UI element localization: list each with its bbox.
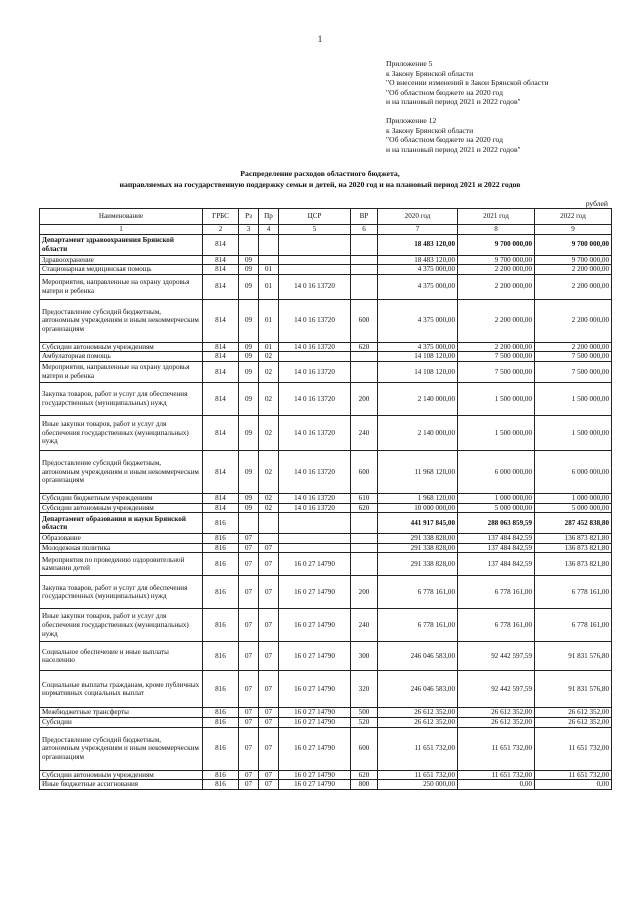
table-body <box>40 234 612 789</box>
cell-2021: 7 500 000,00 <box>458 352 535 362</box>
header-cell: 2022 год <box>535 209 612 225</box>
cell-csr: 14 0 16 13720 <box>279 503 351 513</box>
cell-vr: 600 <box>351 450 378 493</box>
cell-2022: 6 778 161,00 <box>535 609 612 642</box>
cell-rz: 09 <box>239 255 259 265</box>
table-row <box>40 513 612 534</box>
cell-pr: 07 <box>259 780 279 790</box>
cell-2021: 137 484 842,59 <box>458 553 535 576</box>
cell-2021: 137 484 842,59 <box>458 534 535 544</box>
cell-pr: 07 <box>259 609 279 642</box>
cell-name: Предоставление субсидий бюджетным, автономным учреждениям и иным некоммерческим организациям <box>40 727 203 770</box>
cell-rz <box>239 234 259 255</box>
cell-vr: 240 <box>351 415 378 450</box>
cell-2020: 10 000 000,00 <box>378 503 458 513</box>
cell-name: Иные закупки товаров, работ и услуг для обеспечения государственных (муниципальных) нужд <box>40 415 203 450</box>
cell-2021: 7 500 000,00 <box>458 361 535 382</box>
table-row <box>40 299 612 342</box>
cell-rz: 09 <box>239 352 259 362</box>
cell-2022: 2 200 000,00 <box>535 342 612 352</box>
cell-csr <box>279 352 351 362</box>
cell-csr: 16 0 27 14790 <box>279 770 351 780</box>
cell-vr <box>351 534 378 544</box>
cell-2022: 9 700 000,00 <box>535 255 612 265</box>
cell-2020: 4 375 000,00 <box>378 274 458 299</box>
cell-2020: 14 108 120,00 <box>378 352 458 362</box>
title-line-1: Распределение расходов областного бюджета, <box>240 169 400 178</box>
cell-2020: 246 046 583,00 <box>378 671 458 708</box>
cell-vr: 800 <box>351 780 378 790</box>
table-row <box>40 727 612 770</box>
cell-2020: 4 375 000,00 <box>378 299 458 342</box>
cell-2020: 6 778 161,00 <box>378 576 458 609</box>
cell-grbs: 814 <box>203 450 239 493</box>
cell-2021: 6 778 161,00 <box>458 576 535 609</box>
cell-csr: 16 0 27 14790 <box>279 727 351 770</box>
cell-name: Закупка товаров, работ и услуг для обеспечения государственных (муниципальных) нужд <box>40 382 203 415</box>
cell-2020: 250 000,00 <box>378 780 458 790</box>
cell-rz: 07 <box>239 534 259 544</box>
cell-rz: 07 <box>239 727 259 770</box>
cell-rz: 07 <box>239 553 259 576</box>
cell-pr: 02 <box>259 493 279 503</box>
cell-grbs: 816 <box>203 609 239 642</box>
column-number: 2 <box>203 225 239 235</box>
cell-grbs: 816 <box>203 671 239 708</box>
table-row <box>40 671 612 708</box>
cell-pr: 07 <box>259 576 279 609</box>
cell-grbs: 816 <box>203 780 239 790</box>
cell-2022: 6 000 000,00 <box>535 450 612 493</box>
cell-rz: 09 <box>239 503 259 513</box>
cell-grbs: 814 <box>203 342 239 352</box>
header-cell: Наименование <box>40 209 203 225</box>
cell-pr: 02 <box>259 503 279 513</box>
cell-csr <box>279 255 351 265</box>
cell-name: Здравоохранение <box>40 255 203 265</box>
cell-2020: 18 483 120,00 <box>378 234 458 255</box>
table-row <box>40 382 612 415</box>
cell-rz: 07 <box>239 642 259 671</box>
cell-2022: 11 651 732,00 <box>535 727 612 770</box>
cell-pr: 01 <box>259 299 279 342</box>
cell-2021: 92 442 597,59 <box>458 642 535 671</box>
cell-2022: 136 873 821,80 <box>535 543 612 553</box>
cell-rz: 07 <box>239 717 259 727</box>
cell-grbs: 814 <box>203 382 239 415</box>
cell-2021: 6 778 161,00 <box>458 609 535 642</box>
title-line-2: направляемых на государственную поддержку семьи и детей, на 2020 год и на плановый период 2021 и 2022 годов <box>119 180 521 189</box>
cell-vr <box>351 265 378 275</box>
table-row <box>40 543 612 553</box>
cell-2020: 291 338 828,00 <box>378 543 458 553</box>
header-cell: 2020 год <box>378 209 458 225</box>
cell-grbs: 814 <box>203 255 239 265</box>
annex-12-line: Приложение 12 <box>386 116 437 125</box>
cell-2020: 441 917 845,00 <box>378 513 458 534</box>
column-number-row <box>40 225 612 235</box>
cell-rz: 09 <box>239 450 259 493</box>
cell-2022: 136 873 821,80 <box>535 553 612 576</box>
cell-2022: 2 200 000,00 <box>535 274 612 299</box>
header-cell: Пр <box>259 209 279 225</box>
cell-grbs: 816 <box>203 513 239 534</box>
annex-12-header <box>386 116 521 154</box>
cell-csr <box>279 513 351 534</box>
annex-5-line: и на плановый период 2021 и 2022 годов" <box>386 97 521 107</box>
cell-2021: 2 200 000,00 <box>458 342 535 352</box>
header-cell: ВР <box>351 209 378 225</box>
cell-rz: 09 <box>239 265 259 275</box>
cell-2022: 136 873 821,80 <box>535 534 612 544</box>
table-row <box>40 361 612 382</box>
cell-2020: 11 651 732,00 <box>378 727 458 770</box>
cell-pr: 07 <box>259 543 279 553</box>
budget-table <box>39 208 612 790</box>
cell-grbs: 816 <box>203 727 239 770</box>
cell-vr: 600 <box>351 727 378 770</box>
cell-vr: 200 <box>351 382 378 415</box>
cell-grbs: 814 <box>203 503 239 513</box>
cell-2020: 18 483 120,00 <box>378 255 458 265</box>
cell-grbs: 816 <box>203 770 239 780</box>
cell-rz: 07 <box>239 708 259 718</box>
column-number: 6 <box>351 225 378 235</box>
cell-2020: 11 968 120,00 <box>378 450 458 493</box>
cell-pr: 07 <box>259 708 279 718</box>
cell-vr <box>351 274 378 299</box>
cell-2022: 1 500 000,00 <box>535 382 612 415</box>
cell-vr <box>351 553 378 576</box>
table-row <box>40 274 612 299</box>
cell-2020: 291 338 828,00 <box>378 553 458 576</box>
cell-csr: 16 0 27 14790 <box>279 780 351 790</box>
cell-vr: 240 <box>351 609 378 642</box>
cell-name: Субсидии <box>40 717 203 727</box>
table-row <box>40 342 612 352</box>
column-number: 4 <box>259 225 279 235</box>
cell-2021: 9 700 000,00 <box>458 234 535 255</box>
cell-csr: 16 0 27 14790 <box>279 576 351 609</box>
cell-2021: 288 063 859,59 <box>458 513 535 534</box>
table-row <box>40 234 612 255</box>
cell-csr: 14 0 16 13720 <box>279 415 351 450</box>
cell-vr: 520 <box>351 717 378 727</box>
header-row <box>40 209 612 225</box>
cell-name: Молодежная политика <box>40 543 203 553</box>
cell-name: Образование <box>40 534 203 544</box>
cell-grbs: 814 <box>203 234 239 255</box>
cell-2022: 1 000 000,00 <box>535 493 612 503</box>
cell-grbs: 816 <box>203 717 239 727</box>
cell-rz: 09 <box>239 382 259 415</box>
cell-rz: 07 <box>239 609 259 642</box>
cell-2020: 291 338 828,00 <box>378 534 458 544</box>
cell-name: Межбюджетные трансферты <box>40 708 203 718</box>
cell-2020: 2 140 000,00 <box>378 415 458 450</box>
cell-2022: 2 200 000,00 <box>535 299 612 342</box>
annex-5-line: "О внесении изменений в Закон Брянской области <box>386 78 549 88</box>
cell-rz: 07 <box>239 576 259 609</box>
cell-2022: 9 700 000,00 <box>535 234 612 255</box>
cell-2022: 26 612 352,00 <box>535 717 612 727</box>
table-row <box>40 255 612 265</box>
cell-2021: 26 612 352,00 <box>458 717 535 727</box>
cell-grbs: 816 <box>203 576 239 609</box>
cell-pr: 07 <box>259 717 279 727</box>
cell-2021: 1 500 000,00 <box>458 382 535 415</box>
cell-vr: 300 <box>351 642 378 671</box>
table-row <box>40 493 612 503</box>
cell-2022: 2 200 000,00 <box>535 265 612 275</box>
cell-2020: 1 968 120,00 <box>378 493 458 503</box>
annex-12-line: "Об областном бюджете на 2020 год <box>386 135 503 145</box>
cell-name: Предоставление субсидий бюджетным, автономным учреждениям и иным некоммерческим организациям <box>40 450 203 493</box>
cell-name: Социальные выплаты гражданам, кроме публичных нормативных социальных выплат <box>40 671 203 708</box>
annex-12-line: и на плановый период 2021 и 2022 годов" <box>386 144 521 154</box>
cell-pr: 01 <box>259 265 279 275</box>
cell-pr: 07 <box>259 671 279 708</box>
cell-name: Амбулаторная помощь <box>40 352 203 362</box>
column-number: 7 <box>378 225 458 235</box>
cell-pr <box>259 234 279 255</box>
annex-5-header <box>386 59 549 107</box>
header-cell: Рз <box>239 209 259 225</box>
units-label: рублей <box>585 199 608 208</box>
cell-name: Департамент здравоохранения Брянской области <box>40 234 203 255</box>
cell-2022: 7 500 000,00 <box>535 361 612 382</box>
table-row <box>40 708 612 718</box>
cell-2021: 5 000 000,00 <box>458 503 535 513</box>
cell-vr: 500 <box>351 708 378 718</box>
cell-rz: 09 <box>239 361 259 382</box>
cell-2021: 2 200 000,00 <box>458 265 535 275</box>
cell-2021: 6 000 000,00 <box>458 450 535 493</box>
cell-pr: 02 <box>259 415 279 450</box>
cell-vr: 620 <box>351 342 378 352</box>
cell-rz: 07 <box>239 780 259 790</box>
cell-2020: 4 375 000,00 <box>378 265 458 275</box>
cell-pr: 02 <box>259 361 279 382</box>
cell-grbs: 814 <box>203 493 239 503</box>
column-number: 8 <box>458 225 535 235</box>
cell-pr: 07 <box>259 770 279 780</box>
cell-vr: 610 <box>351 493 378 503</box>
cell-2022: 287 452 838,80 <box>535 513 612 534</box>
cell-2020: 246 046 583,00 <box>378 642 458 671</box>
cell-csr: 14 0 16 13720 <box>279 299 351 342</box>
cell-name: Мероприятия, направленные на охрану здоровья матери и ребенка <box>40 361 203 382</box>
cell-csr: 14 0 16 13720 <box>279 382 351 415</box>
table-row <box>40 450 612 493</box>
cell-2021: 2 200 000,00 <box>458 299 535 342</box>
header-cell: 2021 год <box>458 209 535 225</box>
cell-csr: 14 0 16 13720 <box>279 450 351 493</box>
cell-name: Иные закупки товаров, работ и услуг для обеспечения государственных (муниципальных) нужд <box>40 609 203 642</box>
cell-name: Стационарная медицинская помощь <box>40 265 203 275</box>
cell-grbs: 814 <box>203 299 239 342</box>
cell-csr: 16 0 27 14790 <box>279 717 351 727</box>
cell-name: Субсидии автономным учреждениям <box>40 503 203 513</box>
cell-csr <box>279 265 351 275</box>
table-row <box>40 609 612 642</box>
cell-grbs: 814 <box>203 265 239 275</box>
cell-rz: 09 <box>239 299 259 342</box>
cell-rz: 09 <box>239 274 259 299</box>
cell-name: Субсидии автономным учреждениям <box>40 342 203 352</box>
cell-rz: 09 <box>239 342 259 352</box>
cell-grbs: 816 <box>203 708 239 718</box>
table-row <box>40 352 612 362</box>
annex-12-line: к Закону Брянской области <box>386 125 474 135</box>
table-row <box>40 553 612 576</box>
cell-2021: 137 484 842,59 <box>458 543 535 553</box>
cell-vr <box>351 352 378 362</box>
table-row <box>40 503 612 513</box>
cell-pr: 02 <box>259 352 279 362</box>
cell-2021: 2 200 000,00 <box>458 274 535 299</box>
cell-2021: 11 651 732,00 <box>458 727 535 770</box>
cell-vr: 320 <box>351 671 378 708</box>
cell-csr: 14 0 16 13720 <box>279 493 351 503</box>
cell-grbs: 814 <box>203 361 239 382</box>
cell-pr <box>259 255 279 265</box>
table-row <box>40 642 612 671</box>
table-row <box>40 265 612 275</box>
cell-grbs: 814 <box>203 352 239 362</box>
cell-csr <box>279 543 351 553</box>
cell-pr <box>259 513 279 534</box>
header-cell: ЦСР <box>279 209 351 225</box>
cell-vr <box>351 513 378 534</box>
table-row <box>40 770 612 780</box>
table-row <box>40 780 612 790</box>
cell-rz: 07 <box>239 671 259 708</box>
cell-grbs: 814 <box>203 415 239 450</box>
cell-vr <box>351 361 378 382</box>
cell-name: Мероприятия, направленные на охрану здоровья матери и ребенка <box>40 274 203 299</box>
cell-2021: 26 612 352,00 <box>458 708 535 718</box>
cell-vr <box>351 255 378 265</box>
cell-grbs: 816 <box>203 543 239 553</box>
cell-csr: 14 0 16 13720 <box>279 361 351 382</box>
cell-vr: 200 <box>351 576 378 609</box>
cell-name: Закупка товаров, работ и услуг для обеспечения государственных (муниципальных) нужд <box>40 576 203 609</box>
cell-pr: 07 <box>259 642 279 671</box>
cell-pr: 01 <box>259 342 279 352</box>
cell-2021: 1 500 000,00 <box>458 415 535 450</box>
cell-2022: 6 778 161,00 <box>535 576 612 609</box>
cell-name: Иные бюджетные ассигнования <box>40 780 203 790</box>
table-row <box>40 415 612 450</box>
cell-vr <box>351 543 378 553</box>
cell-csr: 14 0 16 13720 <box>279 274 351 299</box>
cell-grbs: 816 <box>203 553 239 576</box>
cell-2020: 14 108 120,00 <box>378 361 458 382</box>
cell-name: Социальное обеспечение и иные выплаты населению <box>40 642 203 671</box>
cell-2022: 0,00 <box>535 780 612 790</box>
cell-csr: 16 0 27 14790 <box>279 609 351 642</box>
cell-vr: 620 <box>351 503 378 513</box>
cell-pr: 02 <box>259 382 279 415</box>
cell-csr: 16 0 27 14790 <box>279 642 351 671</box>
cell-name: Департамент образования и науки Брянской области <box>40 513 203 534</box>
cell-2022: 11 651 732,00 <box>535 770 612 780</box>
cell-csr: 16 0 27 14790 <box>279 671 351 708</box>
cell-vr <box>351 234 378 255</box>
cell-vr: 620 <box>351 770 378 780</box>
document-title <box>0 168 640 190</box>
column-number: 5 <box>279 225 351 235</box>
cell-2022: 5 000 000,00 <box>535 503 612 513</box>
cell-rz: 09 <box>239 493 259 503</box>
cell-2021: 9 700 000,00 <box>458 255 535 265</box>
cell-pr <box>259 534 279 544</box>
cell-2020: 11 651 732,00 <box>378 770 458 780</box>
column-number: 1 <box>40 225 203 235</box>
cell-csr <box>279 234 351 255</box>
annex-5-line: к Закону Брянской области <box>386 68 474 78</box>
header-cell: ГРБС <box>203 209 239 225</box>
cell-grbs: 816 <box>203 534 239 544</box>
cell-2020: 4 375 000,00 <box>378 342 458 352</box>
cell-rz: 07 <box>239 770 259 780</box>
cell-2020: 26 612 352,00 <box>378 708 458 718</box>
cell-pr: 07 <box>259 727 279 770</box>
cell-2022: 1 500 000,00 <box>535 415 612 450</box>
cell-2020: 6 778 161,00 <box>378 609 458 642</box>
cell-pr: 02 <box>259 450 279 493</box>
cell-name: Предоставление субсидий бюджетным, автономным учреждениям и иным некоммерческим организациям <box>40 299 203 342</box>
table-row <box>40 534 612 544</box>
cell-vr: 600 <box>351 299 378 342</box>
table-header <box>40 209 612 235</box>
cell-2021: 1 000 000,00 <box>458 493 535 503</box>
annex-5-line: Приложение 5 <box>386 59 433 68</box>
column-number: 9 <box>535 225 612 235</box>
cell-name: Субсидии автономным учреждениям <box>40 770 203 780</box>
cell-2021: 92 442 597,59 <box>458 671 535 708</box>
cell-2021: 11 651 732,00 <box>458 770 535 780</box>
cell-2022: 91 831 576,80 <box>535 671 612 708</box>
cell-pr: 01 <box>259 274 279 299</box>
cell-2020: 2 140 000,00 <box>378 382 458 415</box>
table-row <box>40 717 612 727</box>
cell-2022: 26 612 352,00 <box>535 708 612 718</box>
cell-csr <box>279 534 351 544</box>
page-number: 1 <box>317 34 323 44</box>
cell-csr: 16 0 27 14790 <box>279 708 351 718</box>
cell-csr: 14 0 16 13720 <box>279 342 351 352</box>
cell-grbs: 814 <box>203 274 239 299</box>
table-row <box>40 576 612 609</box>
cell-grbs: 816 <box>203 642 239 671</box>
cell-2022: 91 831 576,80 <box>535 642 612 671</box>
cell-rz: 09 <box>239 415 259 450</box>
cell-rz: 07 <box>239 543 259 553</box>
cell-2022: 7 500 000,00 <box>535 352 612 362</box>
column-number: 3 <box>239 225 259 235</box>
cell-rz <box>239 513 259 534</box>
cell-2021: 0,00 <box>458 780 535 790</box>
annex-5-line: "Об областном бюджете на 2020 год <box>386 87 503 97</box>
cell-csr: 16 0 27 14790 <box>279 553 351 576</box>
cell-name: Мероприятия по проведению оздоровительной кампании детей <box>40 553 203 576</box>
cell-name: Субсидии бюджетным учреждениям <box>40 493 203 503</box>
cell-2020: 26 612 352,00 <box>378 717 458 727</box>
cell-pr: 07 <box>259 553 279 576</box>
